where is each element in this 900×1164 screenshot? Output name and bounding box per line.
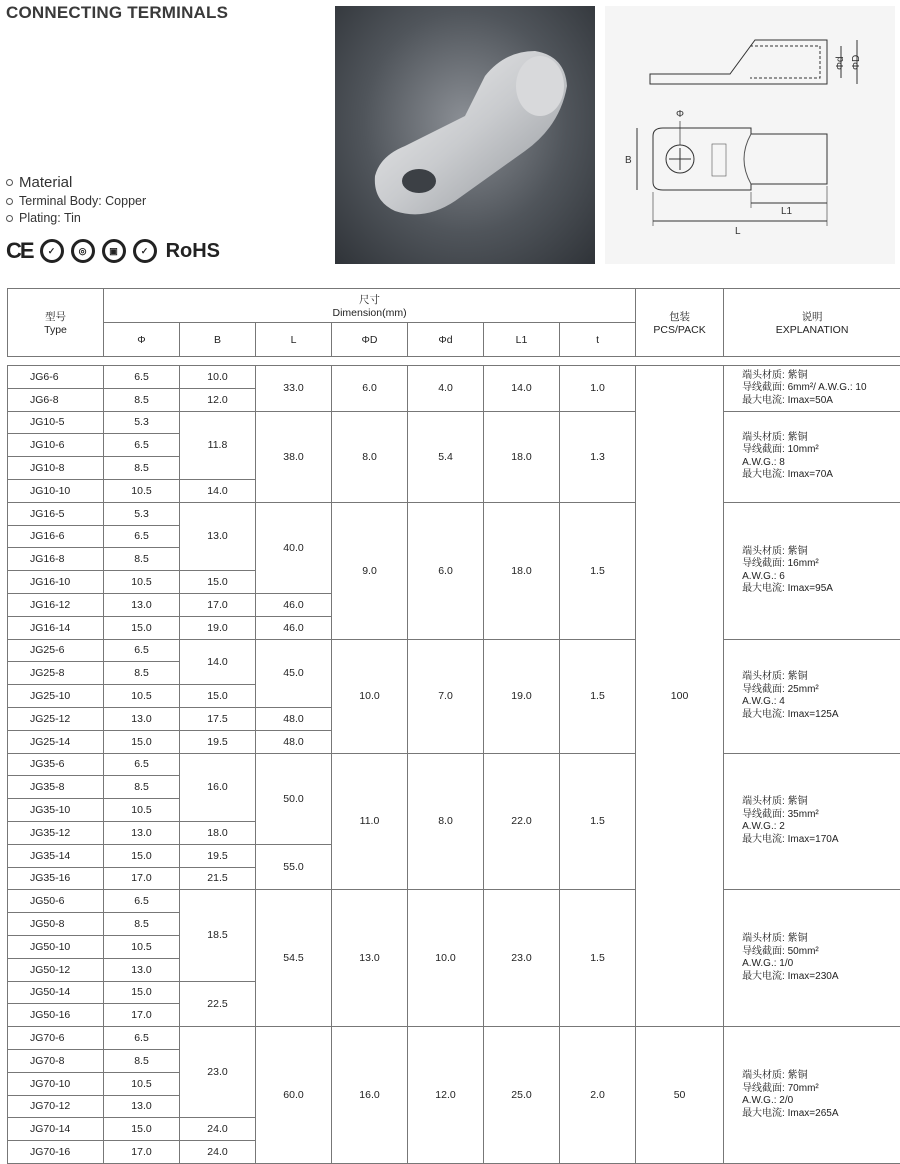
table-cell: 10.0 — [180, 366, 256, 389]
ce-mark-icon: CE — [6, 238, 33, 264]
table-cell: 19.0 — [180, 616, 256, 639]
table-cell: 19.5 — [180, 730, 256, 753]
table-cell: 10.5 — [104, 479, 180, 502]
table-cell: 6.5 — [104, 1027, 180, 1050]
table-row — [8, 366, 900, 389]
table-cell: 48.0 — [256, 730, 332, 753]
table-cell: 54.5 — [256, 890, 332, 1027]
table-cell: JG35-6 — [8, 753, 104, 776]
table-cell: 13.0 — [104, 707, 180, 730]
table-cell: 13.0 — [104, 958, 180, 981]
table-cell: 13.0 — [104, 1095, 180, 1118]
table-cell: JG50-6 — [8, 890, 104, 913]
table-row — [8, 753, 900, 776]
table-cell: 5.3 — [104, 502, 180, 525]
cell-text: 端头材质: 紫铜 — [742, 370, 900, 383]
table-cell: 10.0 — [332, 639, 408, 753]
terminal-photo — [335, 6, 595, 264]
table-cell: 10.5 — [104, 935, 180, 958]
explanation-jg70 — [724, 1027, 900, 1164]
spec-body-label: Terminal Body: Copper — [19, 194, 146, 208]
table-cell: 11.8 — [180, 411, 256, 479]
cell-text: A.W.G.: 1/0 — [742, 958, 900, 971]
table-cell: 5.3 — [104, 411, 180, 434]
table-cell: JG35-16 — [8, 867, 104, 890]
table-cell: JG50-12 — [8, 958, 104, 981]
cell-text: 导线截面: 35mm² — [742, 809, 900, 822]
lug-technical-drawing — [605, 6, 895, 264]
table-cell — [8, 357, 900, 366]
col-l1: L1 — [484, 323, 560, 357]
table-cell: JG25-12 — [8, 707, 104, 730]
cell-text: EXPLANATION — [724, 324, 900, 336]
cell-text: 最大电流: Imax=95A — [742, 583, 900, 596]
header-pack — [636, 289, 724, 357]
table-cell: JG16-14 — [8, 616, 104, 639]
table-cell: 6.0 — [332, 366, 408, 412]
table-cell: 10.5 — [104, 799, 180, 822]
table-cell: 22.0 — [484, 753, 560, 890]
table-cell: 18.0 — [180, 821, 256, 844]
table-cell: JG50-8 — [8, 913, 104, 936]
table-cell: 46.0 — [256, 593, 332, 616]
cell-text: 型号 — [8, 309, 103, 324]
explanation-jg16 — [724, 502, 900, 639]
spec-plating — [6, 211, 146, 225]
cell-text: 导线截面: 70mm² — [742, 1083, 900, 1096]
pack-qty-100: 100 — [636, 366, 724, 1027]
dim-phid-small-label: Φd — [835, 56, 846, 70]
table-cell: 5.4 — [408, 411, 484, 502]
table-cell: JG35-14 — [8, 844, 104, 867]
table-cell: 60.0 — [256, 1027, 332, 1164]
table-cell: 11.0 — [332, 753, 408, 890]
table-cell: 13.0 — [332, 890, 408, 1027]
table-cell: 13.0 — [180, 502, 256, 570]
table-cell: 38.0 — [256, 411, 332, 502]
table-cell: 16.0 — [332, 1027, 408, 1164]
table-cell: 15.0 — [180, 685, 256, 708]
cell-text: 最大电流: Imax=230A — [742, 971, 900, 984]
table-cell: 7.0 — [408, 639, 484, 753]
table-cell: JG16-5 — [8, 502, 104, 525]
table-cell: 14.0 — [180, 639, 256, 685]
table-cell: JG16-8 — [8, 548, 104, 571]
cell-text: Dimension(mm) — [104, 307, 635, 319]
table-cell: JG35-8 — [8, 776, 104, 799]
table-cell: JG10-10 — [8, 479, 104, 502]
header-explanation — [724, 289, 900, 357]
table-cell: 55.0 — [256, 844, 332, 890]
material-specs — [6, 174, 146, 228]
cell-text: 最大电流: Imax=70A — [742, 469, 900, 482]
page-title: CONNECTING TERMINALS — [6, 3, 228, 23]
table-cell: 6.5 — [104, 639, 180, 662]
table-cell: JG25-8 — [8, 662, 104, 685]
cell-text: 说明 — [724, 309, 900, 324]
table-cell: 24.0 — [180, 1118, 256, 1141]
table-cell: 6.5 — [104, 366, 180, 389]
table-cell: 17.0 — [104, 1141, 180, 1164]
header-dimension — [104, 289, 636, 323]
table-cell: JG16-6 — [8, 525, 104, 548]
table-cell: 17.0 — [180, 593, 256, 616]
dim-phid-big-label: ΦD — [851, 55, 862, 70]
table-cell: 8.5 — [104, 913, 180, 936]
cell-text: 端头材质: 紫铜 — [742, 1070, 900, 1083]
cell-text: 导线截面: 6mm²/ A.W.G.: 10 — [742, 382, 900, 395]
table-cell: 10.5 — [104, 571, 180, 594]
table-cell: JG70-14 — [8, 1118, 104, 1141]
table-cell: JG50-14 — [8, 981, 104, 1004]
table-row — [8, 890, 900, 913]
table-cell: 46.0 — [256, 616, 332, 639]
table-cell: 8.5 — [104, 457, 180, 480]
table-cell: JG35-12 — [8, 821, 104, 844]
table-cell: 15.0 — [104, 1118, 180, 1141]
cell-text: 端头材质: 紫铜 — [742, 432, 900, 445]
sgs-mark-icon: ✓ — [133, 239, 157, 263]
table-row — [8, 502, 900, 525]
table-cell: 15.0 — [104, 616, 180, 639]
table-row — [8, 411, 900, 434]
table-cell: 10.5 — [104, 685, 180, 708]
header-type — [8, 289, 104, 357]
dim-phi-label: Φ — [676, 109, 684, 120]
col-b: B — [180, 323, 256, 357]
table-cell: 17.5 — [180, 707, 256, 730]
table-cell: 19.5 — [180, 844, 256, 867]
table-cell: 18.0 — [484, 502, 560, 639]
col-phid-big: ΦD — [332, 323, 408, 357]
col-phid-small: Φd — [408, 323, 484, 357]
pack-qty-50: 50 — [636, 1027, 724, 1164]
table-cell: JG16-12 — [8, 593, 104, 616]
spec-plating-label: Plating: Tin — [19, 211, 81, 225]
cell-text: A.W.G.: 2/0 — [742, 1095, 900, 1108]
table-cell: 18.0 — [484, 411, 560, 502]
cell-text: 最大电流: Imax=50A — [742, 395, 900, 408]
certification-logos — [6, 238, 220, 264]
table-cell: JG6-6 — [8, 366, 104, 389]
table-cell: 10.5 — [104, 1072, 180, 1095]
table-cell: 1.5 — [560, 890, 636, 1027]
table-cell: 8.5 — [104, 388, 180, 411]
cell-text: A.W.G.: 2 — [742, 821, 900, 834]
rohs-mark: RoHS — [166, 240, 220, 263]
table-cell: 15.0 — [180, 571, 256, 594]
dim-b-label: B — [625, 155, 632, 166]
col-phi: Φ — [104, 323, 180, 357]
table-cell: 1.3 — [560, 411, 636, 502]
table-cell: 6.5 — [104, 525, 180, 548]
table-cell: JG70-8 — [8, 1049, 104, 1072]
table-cell: JG35-10 — [8, 799, 104, 822]
cell-text: 端头材质: 紫铜 — [742, 933, 900, 946]
table-cell: 15.0 — [104, 981, 180, 1004]
table-cell: 16.0 — [180, 753, 256, 821]
table-cell: 17.0 — [104, 1004, 180, 1027]
spec-body — [6, 194, 146, 208]
table-cell: 19.0 — [484, 639, 560, 753]
copper-lug-image — [335, 6, 595, 264]
table-cell: JG50-10 — [8, 935, 104, 958]
col-t: t — [560, 323, 636, 357]
explanation-jg10 — [724, 411, 900, 502]
table-cell: 33.0 — [256, 366, 332, 412]
explanation-jg25 — [724, 639, 900, 753]
cell-text: Type — [8, 324, 103, 336]
table-cell: JG25-14 — [8, 730, 104, 753]
cell-text: 导线截面: 25mm² — [742, 684, 900, 697]
cell-text: 最大电流: Imax=125A — [742, 709, 900, 722]
cell-text: 导线截面: 10mm² — [742, 444, 900, 457]
table-cell: 4.0 — [408, 366, 484, 412]
cell-text: A.W.G.: 6 — [742, 571, 900, 584]
table-cell: 6.5 — [104, 434, 180, 457]
explanation-jg50 — [724, 890, 900, 1027]
table-cell: JG70-12 — [8, 1095, 104, 1118]
ccc-mark-icon: ✓ — [40, 239, 64, 263]
table-cell: 8.0 — [408, 753, 484, 890]
explanation-jg35 — [724, 753, 900, 890]
table-cell: 13.0 — [104, 821, 180, 844]
table-cell: JG70-16 — [8, 1141, 104, 1164]
table-cell: 8.0 — [332, 411, 408, 502]
cell-text: 尺寸 — [104, 292, 635, 307]
table-cell: 12.0 — [180, 388, 256, 411]
table-cell: 25.0 — [484, 1027, 560, 1164]
cell-text: 包装 — [636, 309, 723, 324]
table-cell: 15.0 — [104, 730, 180, 753]
table-cell: JG10-6 — [8, 434, 104, 457]
table-cell: 22.5 — [180, 981, 256, 1027]
cell-text: 端头材质: 紫铜 — [742, 546, 900, 559]
table-cell: 1.0 — [560, 366, 636, 412]
cell-text: 导线截面: 16mm² — [742, 558, 900, 571]
table-cell: 50.0 — [256, 753, 332, 844]
table-cell: 6.0 — [408, 502, 484, 639]
bullet-icon — [6, 179, 13, 186]
table-cell: JG10-8 — [8, 457, 104, 480]
table-cell: JG10-5 — [8, 411, 104, 434]
spec-material-label: Material — [19, 174, 72, 191]
table-cell: 2.0 — [560, 1027, 636, 1164]
dimension-drawing — [605, 6, 895, 264]
table-cell: 10.0 — [408, 890, 484, 1027]
table-cell: JG70-10 — [8, 1072, 104, 1095]
table-cell: 17.0 — [104, 867, 180, 890]
table-cell: 14.0 — [484, 366, 560, 412]
table-cell: 1.5 — [560, 639, 636, 753]
table-cell: 23.0 — [180, 1027, 256, 1118]
terminal-spec-table — [7, 288, 900, 1164]
cell-text: 端头材质: 紫铜 — [742, 796, 900, 809]
explanation-jg6 — [724, 366, 900, 412]
table-cell: JG25-6 — [8, 639, 104, 662]
table-cell: JG70-6 — [8, 1027, 104, 1050]
dim-l-label: L — [735, 226, 741, 237]
table-cell: JG25-10 — [8, 685, 104, 708]
table-cell: 48.0 — [256, 707, 332, 730]
table-cell: 6.5 — [104, 753, 180, 776]
table-cell: 1.5 — [560, 502, 636, 639]
table-cell: 13.0 — [104, 593, 180, 616]
table-cell: 8.5 — [104, 548, 180, 571]
table-cell: 9.0 — [332, 502, 408, 639]
cell-text: 最大电流: Imax=265A — [742, 1108, 900, 1121]
table-cell: 6.5 — [104, 890, 180, 913]
table-row — [8, 1027, 900, 1050]
cell-text: A.W.G.: 8 — [742, 457, 900, 470]
spec-material — [6, 174, 146, 191]
table-cell: 24.0 — [180, 1141, 256, 1164]
cell-text: 最大电流: Imax=170A — [742, 834, 900, 847]
col-l: L — [256, 323, 332, 357]
quality-mark-icon: ◎ — [71, 239, 95, 263]
cell-text: 端头材质: 紫铜 — [742, 671, 900, 684]
cell-text: 导线截面: 50mm² — [742, 946, 900, 959]
cnas-mark-icon: ▣ — [102, 239, 126, 263]
table-cell: JG6-8 — [8, 388, 104, 411]
cell-text: PCS/PACK — [636, 324, 723, 336]
table-cell: 21.5 — [180, 867, 256, 890]
table-cell: 8.5 — [104, 1049, 180, 1072]
table-cell: 8.5 — [104, 662, 180, 685]
table-cell: 18.5 — [180, 890, 256, 981]
table-cell: 15.0 — [104, 844, 180, 867]
table-cell: 23.0 — [484, 890, 560, 1027]
table-cell: 45.0 — [256, 639, 332, 707]
table-cell: 14.0 — [180, 479, 256, 502]
dim-l1-label: L1 — [781, 206, 793, 217]
table-row — [8, 639, 900, 662]
bullet-icon — [6, 198, 13, 205]
bullet-icon — [6, 215, 13, 222]
table-cell: 1.5 — [560, 753, 636, 890]
cell-text: A.W.G.: 4 — [742, 696, 900, 709]
table-cell: 40.0 — [256, 502, 332, 593]
table-cell: 12.0 — [408, 1027, 484, 1164]
table-cell: JG50-16 — [8, 1004, 104, 1027]
table-cell: 8.5 — [104, 776, 180, 799]
table-cell: JG16-10 — [8, 571, 104, 594]
